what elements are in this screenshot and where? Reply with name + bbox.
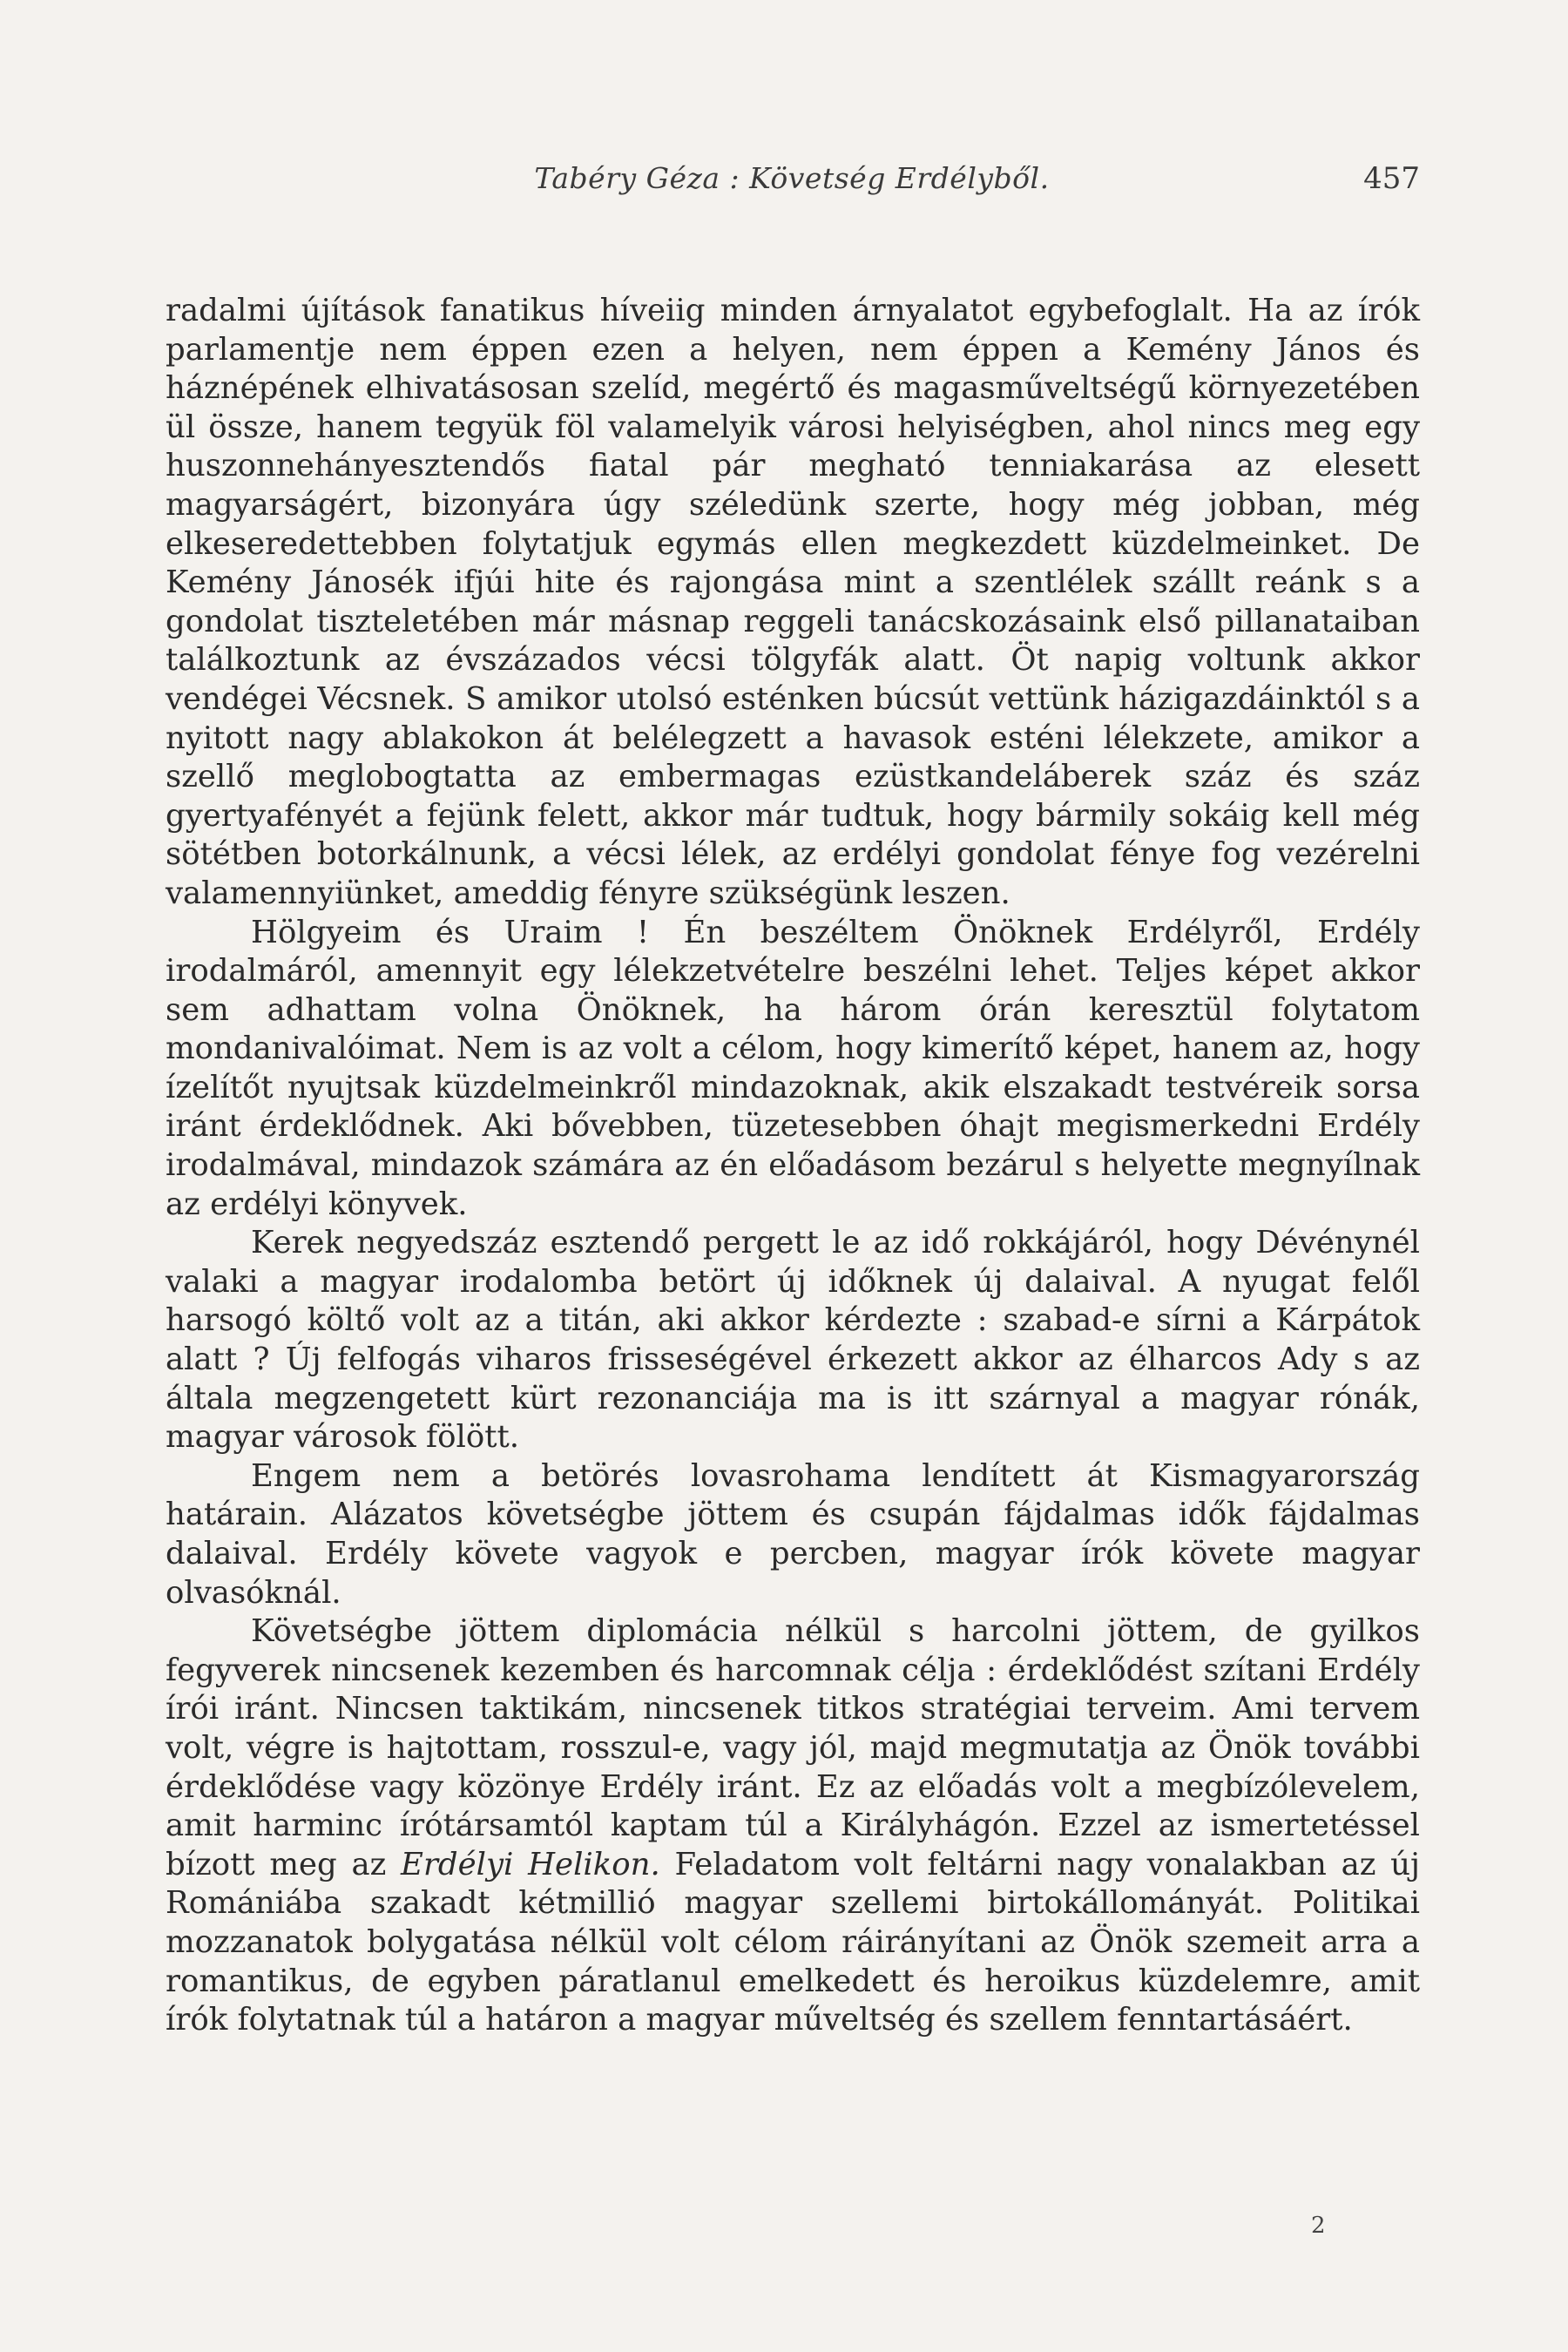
paragraph: radalmi újítások fanatikus híveiig minden árnyalatot egybefoglalt. Ha az írók parlamentje nem éppen ezen a helyen, nem éppen a Kemény János és háznépének elhivatásosan szelíd, megértő és magasműveltségű környezetében ül össze, hanem tegyük föl valamelyik városi helyiségben, ahol nincs meg egy huszonnehányesztendős fiatal pár megható tenniakarása az elesett magyarságért, bizonyára úgy széledünk szerte, hogy még jobban, még elkeseredettebben folytatjuk egymás ellen megkezdett küzdelmeinket. De Kemény Jánosék ifjúi hite és rajongása mint a szentlélek szállt reánk s a gondolat tiszteletében már másnap reggeli tanácskozásaink első pillanataiban találkoztunk az évszázados vécsi tölgyfák alatt. Öt napig voltunk akkor vendégei Vécsnek. S amikor utolsó esténken búcsút vettünk házigazdáinktól s a nyitott nagy ablakokon át belélegzett a havasok esténi lélekzete, amikor a szellő meglobogtatta az embermagas ezüstkandeláberek száz és száz gyertyafényét a fejünk felett, akkor már tudtuk, hogy bármily sokáig kell még sötétben botorkálnunk, a vécsi lélek, az erdélyi gondolat fénye fog vezérelni valamennyiünket, ameddig fényre szükségünk leszen. xyxy=(166,293,1420,911)
body-text xyxy=(166,292,1420,2040)
paragraph: Kerek negyedszáz esztendő pergett le az idő rokkájáról, hogy Dévénynél valaki a magyar irodalomba betört új időknek új dalaival. A nyugat felől harsogó költő volt az a titán, aki akkor kérdezte : szabad-e sírni a Kárpátok alatt ? Új felfogás viharos frisseségével érkezett akkor az élharcos Ady s az általa megzengetett kürt rezonanciája ma is itt szárnyal a magyar rónák, magyar városok fölött. xyxy=(166,1225,1420,1456)
paragraph: Engem nem a betörés lovasrohama lendített át Kismagyarország határain. Alázatos követségbe jöttem és csupán fájdalmas idők fájdalmas dalaival. Erdély követe vagyok e percben, magyar írók követe magyar olvasóknál. xyxy=(166,1457,1420,1611)
paragraph: Hölgyeim és Uraim ! Én beszéltem Önöknek Erdélyről, Erdély irodalmáról, amennyit egy lélekzetvételre beszélni lehet. Teljes képet akkor sem adhattam volna Önöknek, ha három órán keresztül folytatom mondanivalóimat. Nem is az volt a célom, hogy kimerítő képet, hanem az, hogy ízelítőt nyujtsak küzdelmeinkről mindazoknak, akik elszakadt testvéreik sorsa iránt érdeklődnek. Aki bővebben, tüzetesebben óhajt megismerkedni Erdély irodalmával, mindazok számára az én előadásom bezárul s helyette megnyílnak az erdélyi könyvek. xyxy=(166,914,1420,1222)
page-number: 457 xyxy=(1363,161,1420,196)
paragraph-text: Követségbe jöttem diplomácia nélkül s harcolni jöttem, de gyilkos fegyverek nincsenek kezemben és harcomnak célja : érdeklődést szítani Erdély írói iránt. Nincsen taktikám, nincsenek titkos stratégiai terveim. Ami tervem volt, végre is hajtottam, rosszul-e, vagy jól, majd megmutatja az Önök további érdeklődése vagy közönye Erdély iránt. Ez az előadás volt a megbízólevelem, amit harminc írótársamtól kaptam túl a Királyhágón. Ezzel az ismertetéssel bízott meg az xyxy=(166,1613,1420,1882)
paragraph xyxy=(166,1612,1420,2040)
paragraph-text: Feladatom volt feltárni nagy vonalakban az új Romániába szakadt kétmillió magyar szellemi birtokállományát. Politikai mozzanatok bolygatása nélkül volt célom ráirányítani az Önök szemeit arra a romantikus, de egyben páratlanul emelkedett és heroikus küzdelemre, amit írók folytatnak túl a határon a magyar műveltség és szellem fenntartásáért. xyxy=(166,1846,1421,2038)
journal-title: Erdélyi Helikon. xyxy=(401,1846,660,1882)
printer-signature-mark: 2 xyxy=(1311,2213,1326,2239)
running-head xyxy=(164,161,1420,205)
running-title: Tabéry Géza : Követség Erdélyből. xyxy=(534,161,1050,195)
